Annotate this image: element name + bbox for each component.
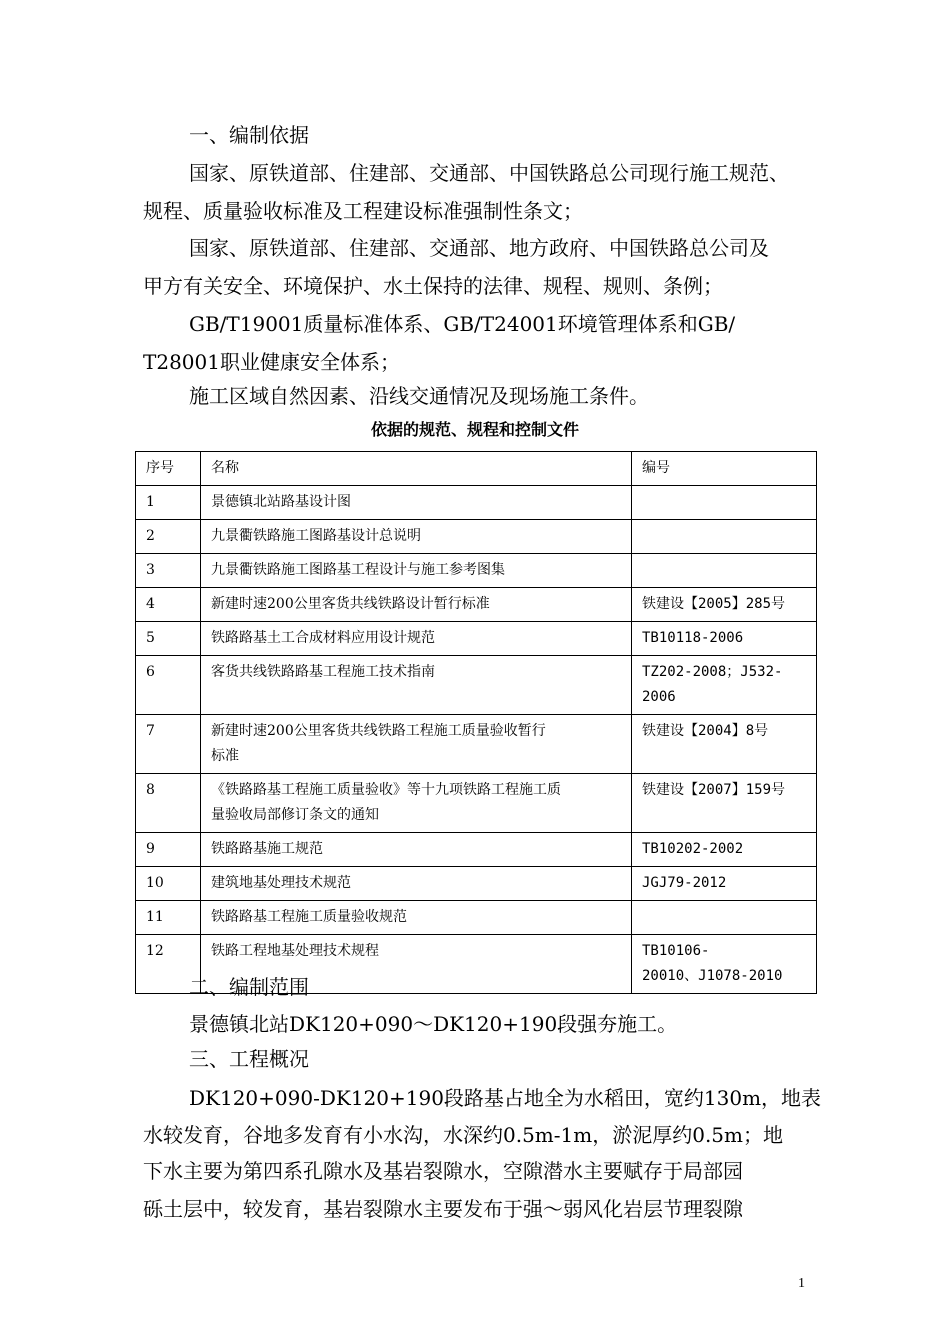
paragraph-line: 下水主要为第四系孔隙水及基岩裂隙水，空隙潜水主要赋存于局部园 [143, 1159, 743, 1183]
table-row [136, 867, 817, 901]
cell-code [632, 622, 817, 656]
cell-name-line: 景德镇北站路基设计图 [211, 494, 351, 510]
paragraph-line: 甲方有关安全、环境保护、水土保持的法律、规程、规则、条例； [143, 274, 723, 298]
table-row [136, 486, 817, 520]
specification-table [135, 451, 817, 994]
cell-no: 9 [136, 833, 201, 867]
cell-name-line: 铁路路基土工合成材料应用设计规范 [211, 630, 435, 646]
cell-name [201, 656, 632, 715]
header-name: 名称 [201, 452, 632, 486]
cell-code [632, 774, 817, 833]
cell-name [201, 867, 632, 901]
cell-name [201, 554, 632, 588]
cell-name-line: 铁路工程地基处理技术规程 [211, 943, 379, 959]
cell-name-line: 标准 [211, 748, 239, 764]
table-caption: 依据的规范、规程和控制文件 [370, 420, 579, 439]
table-row [136, 833, 817, 867]
paragraph-line: 规程、质量验收标准及工程建设标准强制性条文； [143, 199, 583, 223]
cell-code-line: TB10202-2002 [642, 841, 744, 857]
cell-name [201, 486, 632, 520]
cell-code [632, 901, 817, 935]
table-row [136, 554, 817, 588]
cell-code-line: 铁建设【2004】8号 [642, 723, 769, 739]
cell-code [632, 588, 817, 622]
cell-code [632, 554, 817, 588]
cell-name-line: 客货共线铁路路基工程施工技术指南 [211, 664, 435, 680]
cell-no: 3 [136, 554, 201, 588]
cell-code [632, 656, 817, 715]
cell-code-line: TZ202-2008；J532- [642, 664, 783, 680]
cell-no: 12 [136, 935, 201, 994]
cell-no: 2 [136, 520, 201, 554]
cell-no: 8 [136, 774, 201, 833]
cell-code-line: TB10106- [642, 943, 710, 959]
paragraph-line: 景德镇北站DK120+090～DK120+190段强夯施工。 [189, 1012, 678, 1036]
cell-code-line: 20010、J1078-2010 [642, 968, 783, 984]
paragraph-line: 施工区域自然因素、沿线交通情况及现场施工条件。 [189, 384, 649, 408]
cell-name-line: 铁路路基工程施工质量验收规范 [211, 909, 407, 925]
cell-no: 6 [136, 656, 201, 715]
cell-name [201, 622, 632, 656]
cell-no: 7 [136, 715, 201, 774]
table-row [136, 715, 817, 774]
cell-name [201, 774, 632, 833]
cell-code [632, 715, 817, 774]
paragraph-line: 国家、原铁道部、住建部、交通部、中国铁路总公司现行施工规范、 [189, 161, 789, 185]
cell-code-line: 铁建设【2005】285号 [642, 596, 786, 612]
cell-name [201, 715, 632, 774]
cell-code-line: 铁建设【2007】159号 [642, 782, 786, 798]
section-heading-overview: 三、工程概况 [189, 1047, 309, 1071]
paragraph-line: DK120+090-DK120+190段路基占地全为水稻田，宽约130m，地表 [189, 1086, 822, 1110]
paragraph-line: 国家、原铁道部、住建部、交通部、地方政府、中国铁路总公司及 [189, 236, 769, 260]
cell-code [632, 486, 817, 520]
paragraph-line: 水较发育，谷地多发育有小水沟，水深约0.5m-1m，淤泥厚约0.5m；地 [143, 1123, 783, 1147]
cell-code [632, 833, 817, 867]
table-row [136, 774, 817, 833]
section-heading-basis: 一、编制依据 [189, 123, 309, 147]
cell-code-line: TB10118-2006 [642, 630, 744, 646]
cell-name [201, 588, 632, 622]
cell-no: 4 [136, 588, 201, 622]
cell-name [201, 520, 632, 554]
cell-name-line: 铁路路基施工规范 [211, 841, 323, 857]
paragraph-line: GB/T19001质量标准体系、GB/T24001环境管理体系和GB/ [189, 312, 736, 336]
page-number: 1 [798, 1276, 805, 1291]
cell-code-line: JGJ79-2012 [642, 875, 727, 891]
table-header-row [136, 452, 817, 486]
cell-name-line: 量验收局部修订条文的通知 [211, 807, 379, 823]
cell-code-line: 2006 [642, 689, 676, 705]
header-no: 序号 [136, 452, 201, 486]
table-row [136, 520, 817, 554]
table-row [136, 622, 817, 656]
table-body [136, 486, 817, 994]
cell-no: 5 [136, 622, 201, 656]
cell-no: 11 [136, 901, 201, 935]
cell-no: 1 [136, 486, 201, 520]
cell-name-line: 新建时速200公里客货共线铁路设计暂行标准 [211, 596, 490, 612]
table-row [136, 588, 817, 622]
section-heading-scope: 二、编制范围 [189, 975, 309, 999]
cell-no: 10 [136, 867, 201, 901]
cell-name-line: 建筑地基处理技术规范 [211, 875, 351, 891]
cell-name [201, 901, 632, 935]
cell-code [632, 520, 817, 554]
table-row [136, 656, 817, 715]
cell-name-line: 《铁路路基工程施工质量验收》等十九项铁路工程施工质 [211, 782, 561, 798]
cell-name-line: 九景衢铁路施工图路基工程设计与施工参考图集 [211, 562, 505, 578]
table-row [136, 901, 817, 935]
paragraph-line: 砾土层中，较发育，基岩裂隙水主要发布于强～弱风化岩层节理裂隙 [143, 1197, 743, 1221]
header-code: 编号 [632, 452, 817, 486]
paragraph-line: T28001职业健康安全体系； [143, 350, 400, 374]
cell-code [632, 867, 817, 901]
cell-name-line: 新建时速200公里客货共线铁路工程施工质量验收暂行 [211, 723, 546, 739]
cell-name-line: 九景衢铁路施工图路基设计总说明 [211, 528, 421, 544]
cell-name [201, 833, 632, 867]
